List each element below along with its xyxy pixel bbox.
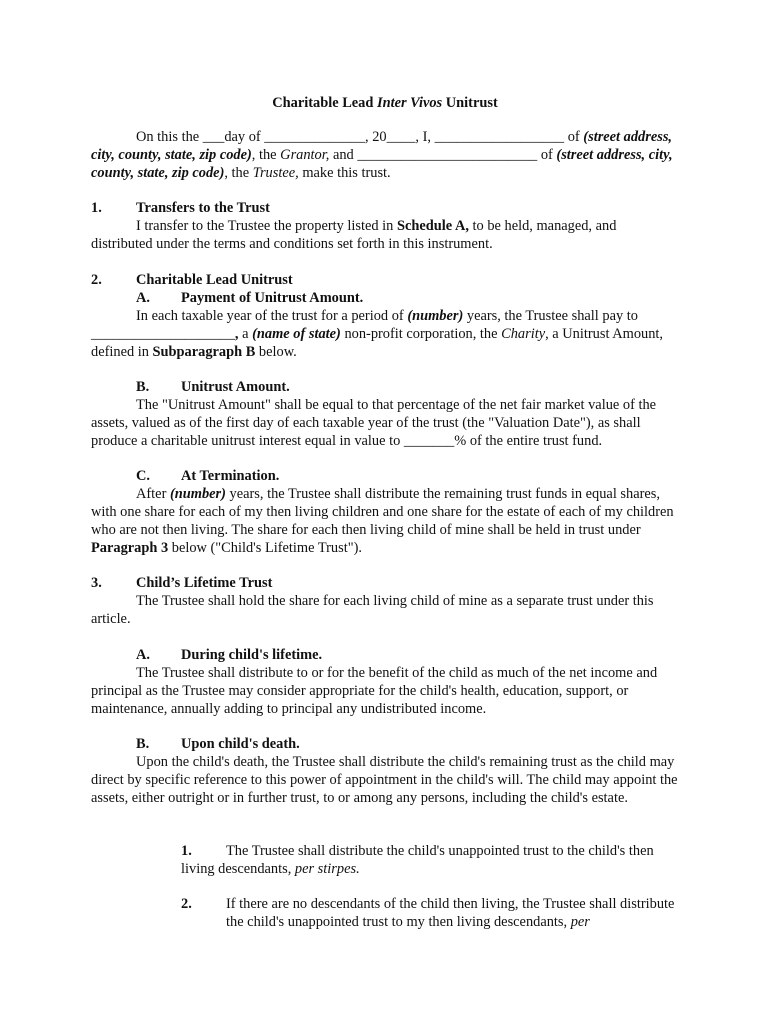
section-3-text: The Trustee shall hold the share for each living child of mine as a separate trust under this article. (91, 593, 654, 627)
document-title: Charitable Lead Inter Vivos Unitrust (272, 95, 498, 111)
section-2c-heading: C. At Termination. (136, 468, 280, 484)
section-3a-heading: A. During child's lifetime. (136, 647, 323, 663)
section-2-heading: 2. Charitable Lead Unitrust (91, 272, 293, 288)
section-3b-item-2-number: 2. (181, 896, 192, 912)
section-3b-text: Upon the child's death, the Trustee shall distribute the child's remaining trust as the child may direct by specific reference to this power of appointment in the child's will. The child may appoint the assets, either outright or in further trust, to or among any persons, including the child's estate. (91, 754, 678, 806)
section-2c-text: After (number) years, the Trustee shall distribute the remaining trust funds in equal shares, with one share for each of my then living children and one share for the estate of each of my children who are not then living. The share for each then living child of mine shall be held in trust under Paragraph 3 below ("Child's Lifetime Trust"). (91, 486, 674, 556)
section-2b-heading: B. Unitrust Amount. (136, 379, 290, 395)
section-3b-item-2: If there are no descendants of the child then living, the Trustee shall distribute the child's unappointed trust to my then living descendants, per (226, 896, 675, 930)
section-2a-heading: A. Payment of Unitrust Amount. (136, 290, 364, 306)
section-1-heading: 1. Transfers to the Trust (91, 200, 270, 216)
section-3b-heading: B. Upon child's death. (136, 736, 300, 752)
section-3a-text: The Trustee shall distribute to or for the benefit of the child as much of the net income and principal as the Trustee may consider appropriate for the child's health, education, support, or maintenance, annually adding to principal any undistributed income. (91, 665, 658, 717)
section-1-text: I transfer to the Trustee the property listed in Schedule A, to be held, managed, and distributed under the terms and conditions set forth in this instrument. (91, 218, 617, 252)
section-2a-text: In each taxable year of the trust for a period of (number) years, the Trustee shall pay to ____________________, a (name of state) non-profit corporation, the Charity, a Unitrust Amount, defined in Subparagraph B below. (91, 308, 664, 360)
section-2b-text: The "Unitrust Amount" shall be equal to that percentage of the net fair market value of the assets, valued as of the first day of each taxable year of the trust (the "Valuation Date"), as shall produce a charitable unitrust interest equal in value to _______% of the entire trust fund. (91, 397, 657, 449)
section-3b-item-1: 1. The Trustee shall distribute the child's unappointed trust to the child's then living descendants, per stirpes. (181, 843, 654, 877)
intro-paragraph: On this the ___day of ______________, 20____, I, __________________ of (street address, city, county, state, zip code), the Grantor, and _________________________ of (street address, city, county, state, zip code), the Trustee, make this trust. (91, 129, 673, 181)
section-3-heading: 3. Child’s Lifetime Trust (91, 575, 273, 591)
